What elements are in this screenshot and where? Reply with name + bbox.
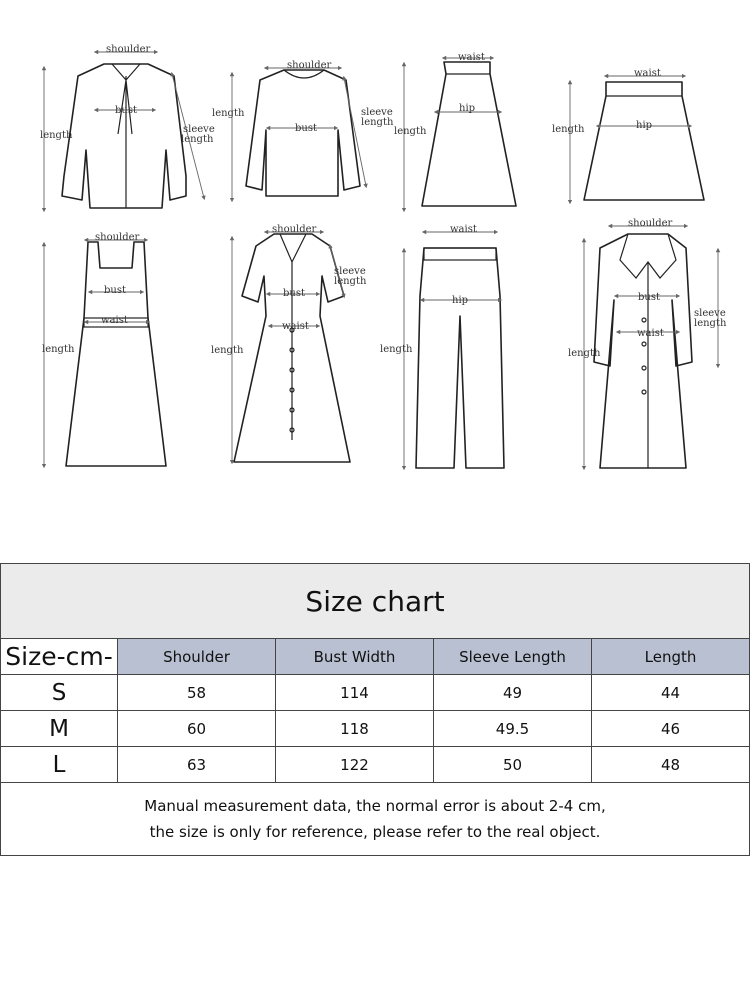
label-hip: hip [452, 295, 469, 306]
label-sleeve: sleeve [183, 124, 215, 135]
cell-shoulder: 60 [118, 711, 276, 747]
size-column-header: Size-cm- [1, 639, 118, 675]
label-length: length [40, 130, 73, 141]
label-sleeve-length: length [361, 117, 394, 128]
label-sleeve: sleeve [361, 107, 393, 118]
blouse-diagram [40, 44, 215, 210]
a-line-skirt-diagram [394, 52, 516, 210]
label-length: length [380, 344, 413, 355]
cell-length: 46 [592, 711, 750, 747]
label-sleeve-length: length [181, 134, 214, 145]
label-length: length [212, 108, 245, 119]
label-waist: waist [637, 328, 664, 339]
size-label: S [1, 675, 118, 711]
top-diagram [212, 60, 394, 200]
label-shoulder: shoulder [95, 232, 140, 243]
label-shoulder: shoulder [272, 224, 317, 235]
label-waist: waist [634, 68, 661, 79]
label-sleeve: sleeve [694, 308, 726, 319]
column-header-sleeve-length: Sleeve Length [434, 639, 592, 675]
label-bust: bust [104, 285, 126, 296]
cell-shoulder: 63 [118, 747, 276, 783]
garment-measurement-diagrams [0, 0, 750, 480]
column-header-length: Length [592, 639, 750, 675]
cell-bust-width: 118 [276, 711, 434, 747]
label-sleeve: sleeve [334, 266, 366, 277]
label-sleeve-length: length [334, 276, 367, 287]
pants-diagram [380, 224, 504, 468]
label-bust: bust [283, 288, 305, 299]
size-chart-table [0, 563, 750, 856]
note-line-1: Manual measurement data, the normal error is about 2-4 cm, [144, 797, 606, 815]
label-length: length [42, 344, 75, 355]
measurement-note [1, 783, 750, 856]
cell-sleeve-length: 49.5 [434, 711, 592, 747]
label-waist: waist [450, 224, 477, 235]
label-length: length [211, 345, 244, 356]
title-row [1, 564, 750, 639]
label-length: length [552, 124, 585, 135]
label-bust: bust [295, 123, 317, 134]
label-shoulder: shoulder [106, 44, 151, 55]
cell-length: 44 [592, 675, 750, 711]
label-shoulder: shoulder [287, 60, 332, 71]
table-row [1, 675, 750, 711]
note-row [1, 783, 750, 856]
column-header-bust-width: Bust Width [276, 639, 434, 675]
label-hip: hip [636, 120, 653, 131]
cell-bust-width: 114 [276, 675, 434, 711]
label-waist: waist [458, 52, 485, 63]
cell-length: 48 [592, 747, 750, 783]
size-label: M [1, 711, 118, 747]
cell-sleeve-length: 49 [434, 675, 592, 711]
label-shoulder: shoulder [628, 218, 673, 229]
coat-diagram [568, 218, 727, 468]
label-length: length [568, 348, 601, 359]
label-length: length [394, 126, 427, 137]
label-hip: hip [459, 103, 476, 114]
shirt-dress-diagram [211, 224, 367, 462]
table-row [1, 711, 750, 747]
label-bust: bust [638, 292, 660, 303]
table-row [1, 747, 750, 783]
cell-bust-width: 122 [276, 747, 434, 783]
label-waist: waist [282, 321, 309, 332]
mini-skirt-diagram [552, 68, 704, 202]
size-label: L [1, 747, 118, 783]
label-sleeve-length: length [694, 318, 727, 329]
cell-sleeve-length: 50 [434, 747, 592, 783]
column-header-shoulder: Shoulder [118, 639, 276, 675]
label-waist: waist [101, 315, 128, 326]
header-row [1, 639, 750, 675]
sleeveless-dress-diagram [42, 232, 166, 466]
note-line-2: the size is only for reference, please refer to the real object. [149, 823, 601, 841]
label-bust: bust [115, 105, 137, 116]
size-chart-title: Size chart [1, 564, 750, 639]
cell-shoulder: 58 [118, 675, 276, 711]
